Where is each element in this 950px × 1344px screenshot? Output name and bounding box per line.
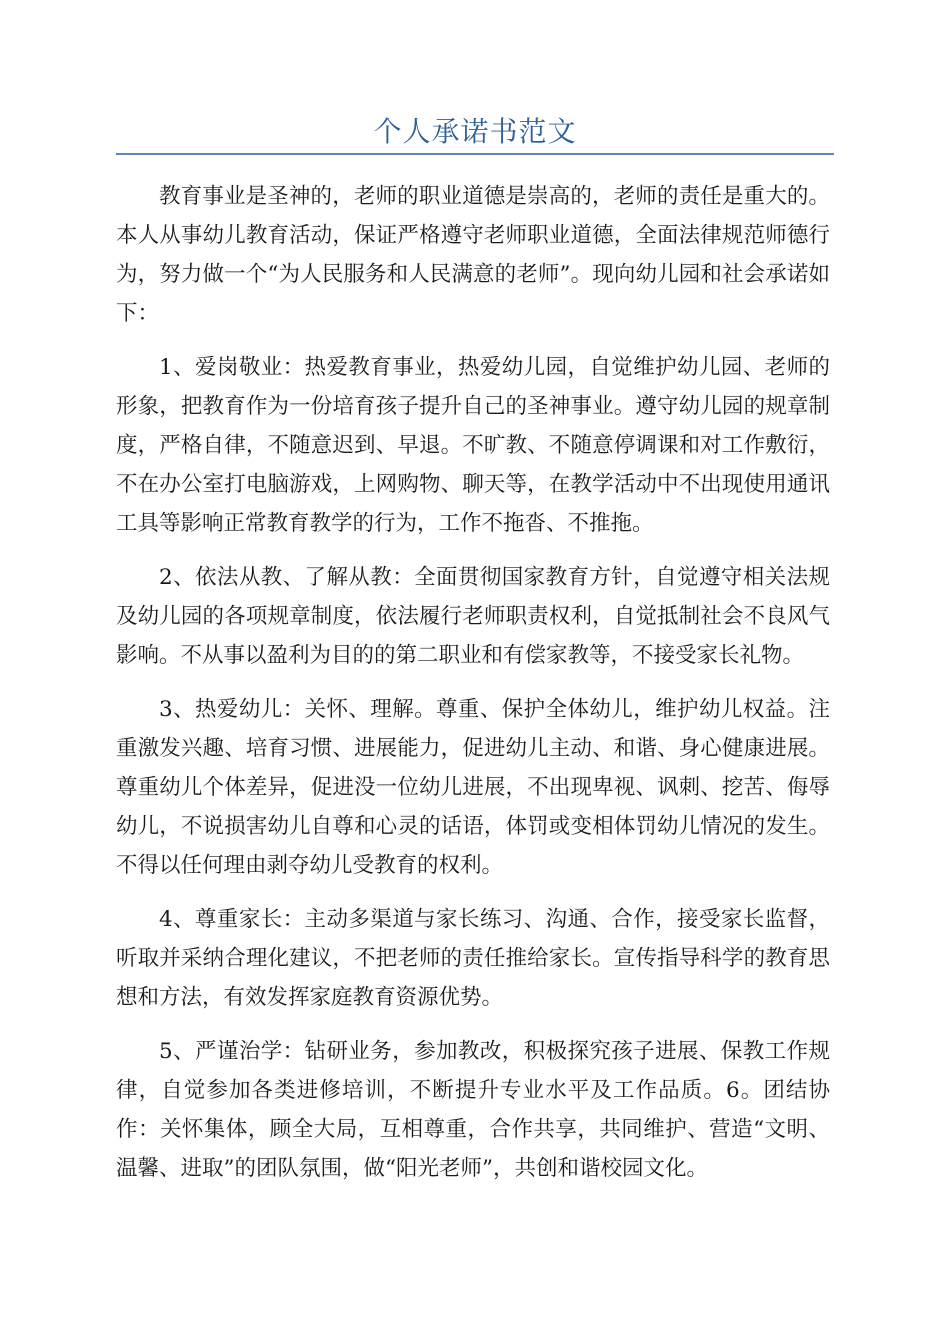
paragraph-item-5: 5、严谨治学：钻研业务，参加教改，积极探究孩子进展、保教工作规律，自觉参加各类进修培训，不断提升专业水平及工作品质。6。团结协作：关怀集体，顾全大局，互相尊重，合作共享，共同维护、营造“文明、温馨、进取”的团队氛围，做“阳光老师”，共创和谐校园文化。 — [116, 1039, 830, 1181]
paragraph-item-2: 2、依法从教、了解从教：全面贯彻国家教育方针，自觉遵守相关法规及幼儿园的各项规章制度，依法履行老师职责权利，自觉抵制社会不良风气影响。不从事以盈利为目的的第二职业和有偿家教等，不接受家长礼物。 — [116, 565, 830, 668]
paragraph-item-3: 3、热爱幼儿：关怀、理解。尊重、保护全体幼儿，维护幼儿权益。注重激发兴趣、培育习惯、进展能力，促进幼儿主动、和谐、身心健康进展。尊重幼儿个体差异，促进没一位幼儿进展，不出现卑视、讽刺、挖苦、侮辱幼儿，不说损害幼儿自尊和心灵的话语，体罚或变相体罚幼儿情况的发生。不得以任何理由剥夺幼儿受教育的权利。 — [116, 697, 830, 878]
title-underline-rule — [116, 153, 834, 155]
paragraph-intro: 教育事业是圣神的，老师的职业道德是崇高的，老师的责任是重大的。本人从事幼儿教育活动，保证严格遵守老师职业道德，全面法律规范师德行为，努力做一个“为人民服务和人民满意的老师”。现向幼儿园和社会承诺如下： — [116, 184, 830, 326]
paragraph-item-1: 1、爱岗敬业：热爱教育事业，热爱幼儿园，自觉维护幼儿园、老师的形象，把教育作为一份培育孩子提升自己的圣神事业。遵守幼儿园的规章制度，严格自律，不随意迟到、早退。不旷教、不随意停调课和对工作敷衍，不在办公室打电脑游戏，上网购物、聊天等，在教学活动中不出现使用通讯工具等影响正常教育教学的行为，工作不拖沓、不推拖。 — [116, 355, 830, 536]
paragraph-item-4: 4、尊重家长：主动多渠道与家长练习、沟通、合作，接受家长监督，听取并采纳合理化建议，不把老师的责任推给家长。宣传指导科学的教育思想和方法，有效发挥家庭教育资源优势。 — [116, 907, 830, 1010]
document-body — [116, 177, 830, 1203]
document-title: 个人承诺书范文 — [373, 115, 577, 148]
